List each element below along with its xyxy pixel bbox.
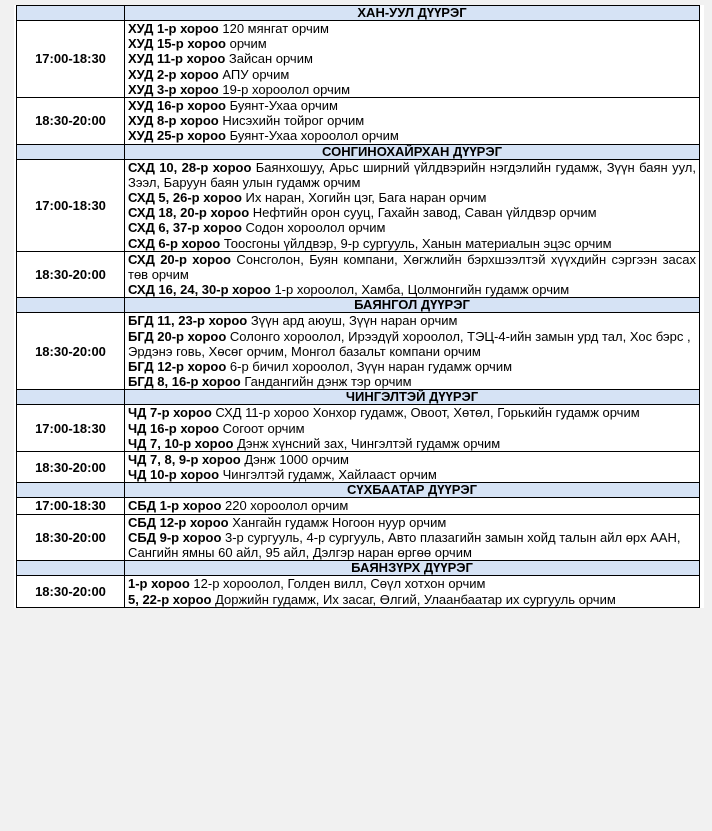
schedule-row xyxy=(17,514,700,561)
time-slot: 17:00-18:30 xyxy=(17,21,125,98)
area-list xyxy=(125,313,700,390)
area-entry xyxy=(128,282,696,297)
khoroo-label: ЧД 7-р хороо xyxy=(128,405,212,421)
district-name: БАЯНГОЛ ДҮҮРЭГ xyxy=(125,298,700,313)
khoroo-label: БГД 20-р хороо xyxy=(128,328,227,344)
district-name: БАЯНЗҮРХ ДҮҮРЭГ xyxy=(125,561,700,576)
district-header-empty-cell xyxy=(17,6,125,21)
area-entry xyxy=(128,498,696,513)
schedule-row xyxy=(17,452,700,483)
district-header-empty-cell xyxy=(17,298,125,313)
time-slot: 18:30-20:00 xyxy=(17,576,125,607)
area-list xyxy=(125,576,700,607)
location-description: Нефтийн орон сууц, Гахайн завод, Саван үйлдвэр орчим xyxy=(249,205,597,221)
area-entry xyxy=(128,313,696,328)
district-header-empty-cell xyxy=(17,561,125,576)
district-header-row xyxy=(17,298,700,313)
location-description: 120 мянгат орчим xyxy=(218,21,329,36)
schedule-row xyxy=(17,251,700,298)
area-list xyxy=(125,98,700,145)
khoroo-label: СХД 10, 28-р хороо xyxy=(128,159,252,175)
area-list xyxy=(125,452,700,483)
location-description: Зайсан орчим xyxy=(225,51,313,67)
area-entry xyxy=(128,82,696,97)
khoroo-label: СХД 5, 26-р хороо xyxy=(128,190,242,206)
schedule-table xyxy=(16,5,700,608)
khoroo-label: СХД 16, 24, 30-р хороо xyxy=(128,282,271,298)
khoroo-label: СБД 1-р хороо xyxy=(128,498,222,514)
khoroo-label: СХД 18, 20-р хороо xyxy=(128,205,250,221)
district-name: СОНГИНОХАЙРХАН ДҮҮРЭГ xyxy=(125,144,700,159)
khoroo-label: ХУД 8-р хороо xyxy=(128,113,219,129)
khoroo-label: СБД 9-р хороо xyxy=(128,529,222,545)
district-name: ЧИНГЭЛТЭЙ ДҮҮРЭГ xyxy=(125,390,700,405)
khoroo-label: 5, 22-р хороо xyxy=(128,591,212,607)
schedule-row xyxy=(17,313,700,390)
location-description: Чингэлтэй гудамж, Хайлааст орчим xyxy=(219,467,437,483)
location-description: Баянхошуу, Арьс ширний үйлдвэрийн нэгдэлийн гудамж, Зүүн баян уул, Зээл, Баруун баян улын гудамж орчим xyxy=(128,159,696,190)
time-slot: 18:30-20:00 xyxy=(17,251,125,298)
khoroo-label: ХУД 16-р хороо xyxy=(128,98,226,114)
location-description: 12-р хороолол, Голден вилл, Сөүл хотхон орчим xyxy=(189,576,486,592)
area-list xyxy=(125,159,700,251)
khoroo-label: ЧД 10-р хороо xyxy=(128,467,220,483)
location-description: 19-р хороолол орчим xyxy=(218,81,351,97)
khoroo-label: СБД 12-р хороо xyxy=(128,514,229,530)
schedule-row xyxy=(17,159,700,251)
area-entry xyxy=(128,592,696,607)
khoroo-label: ЧД 7, 8, 9-р хороо xyxy=(128,452,241,468)
location-description: Буянт-Ухаа хороолол орчим xyxy=(225,128,399,144)
schedule-row xyxy=(17,405,700,452)
area-entry xyxy=(128,220,696,235)
time-slot: 17:00-18:30 xyxy=(17,405,125,452)
area-list xyxy=(125,514,700,561)
schedule-body xyxy=(17,6,700,608)
area-entry xyxy=(128,467,696,482)
area-entry xyxy=(128,160,696,190)
schedule-row xyxy=(17,21,700,98)
area-list xyxy=(125,251,700,298)
area-entry xyxy=(128,436,696,451)
location-description: СХД 11-р хороо Хонхор гудамж, Овоот, Хөтөл, Горькийн гудамж орчим xyxy=(211,405,640,421)
location-description: Зүүн ард аюуш, Зүүн наран орчим xyxy=(247,313,458,329)
area-entry xyxy=(128,21,696,36)
schedule-row xyxy=(17,498,700,514)
time-slot: 18:30-20:00 xyxy=(17,514,125,561)
district-name: ХАН-УУЛ ДҮҮРЭГ xyxy=(125,6,700,21)
district-header-row xyxy=(17,144,700,159)
area-entry xyxy=(128,515,696,530)
area-entry xyxy=(128,98,696,113)
location-description: Солонго хороолол, Ирээдүй хороолол, ТЭЦ-4-ийн замын урд тал, Хос бэрс , Эрдэнэ говь, Хөсөг орчим, Монгол базальт компани орчим xyxy=(128,328,691,359)
time-slot: 18:30-20:00 xyxy=(17,98,125,145)
khoroo-label: ХУД 11-р хороо xyxy=(128,51,226,67)
area-entry xyxy=(128,190,696,205)
area-entry xyxy=(128,329,696,359)
district-header-empty-cell xyxy=(17,144,125,159)
location-description: 6-р бичил хороолол, Зүүн наран гудамж орчим xyxy=(226,359,513,375)
khoroo-label: ХУД 1-р хороо xyxy=(128,21,219,36)
khoroo-label: БГД 8, 16-р хороо xyxy=(128,374,241,390)
area-entry xyxy=(128,359,696,374)
district-name: СҮХБААТАР ДҮҮРЭГ xyxy=(125,483,700,498)
district-header-empty-cell xyxy=(17,483,125,498)
khoroo-label: СХД 6-р хороо xyxy=(128,235,221,251)
area-entry xyxy=(128,452,696,467)
area-entry xyxy=(128,36,696,51)
area-entry xyxy=(128,421,696,436)
area-entry xyxy=(128,576,696,591)
area-list xyxy=(125,21,700,98)
location-description: Дэнж хүнсний зах, Чингэлтэй гудамж орчим xyxy=(233,435,501,451)
district-header-empty-cell xyxy=(17,390,125,405)
khoroo-label: ХУД 25-р хороо xyxy=(128,128,226,144)
khoroo-label: СХД 6, 37-р хороо xyxy=(128,220,242,236)
khoroo-label: БГД 12-р хороо xyxy=(128,359,227,375)
khoroo-label: ХУД 15-р хороо xyxy=(128,36,226,52)
district-header-row xyxy=(17,561,700,576)
area-entry xyxy=(128,405,696,420)
area-entry xyxy=(128,128,696,143)
area-entry xyxy=(128,67,696,82)
time-slot: 17:00-18:30 xyxy=(17,498,125,514)
khoroo-label: ЧД 7, 10-р хороо xyxy=(128,435,234,451)
area-list xyxy=(125,405,700,452)
location-description: 3-р сургууль, 4-р сургууль, Авто плазагийн замын хойд талын айл өрх ААН, Сангийн ямны 60 айл, 95 айл, Дэлгэр наран өргөө орчим xyxy=(128,529,681,561)
location-description: Их наран, Хогийн цэг, Бага наран орчим xyxy=(241,190,487,206)
district-header-row xyxy=(17,483,700,498)
time-slot: 18:30-20:00 xyxy=(17,452,125,483)
document-page xyxy=(14,5,704,608)
location-description: Доржийн гудамж, Их засаг, Өлгий, Улаанбаатар их сургууль орчим xyxy=(211,591,616,607)
district-header-row xyxy=(17,390,700,405)
khoroo-label: ХУД 3-р хороо xyxy=(128,81,219,97)
location-description: орчим xyxy=(225,36,267,52)
location-description: Тоосгоны үйлдвэр, 9-р сургууль, Ханын материалын эцэс орчим xyxy=(220,235,612,251)
khoroo-label: БГД 11, 23-р хороо xyxy=(128,313,248,329)
area-entry xyxy=(128,51,696,66)
location-description: 1-р хороолол, Хамба, Цолмонгийн гудамж орчим xyxy=(270,282,570,298)
time-slot: 17:00-18:30 xyxy=(17,159,125,251)
area-list xyxy=(125,498,700,514)
location-description: Нисэхийн тойрог орчим xyxy=(218,113,365,129)
area-entry xyxy=(128,113,696,128)
location-description: 220 хороолол орчим xyxy=(221,498,349,514)
location-description: Хангайн гудамж Ногоон нуур орчим xyxy=(228,514,447,530)
location-description: Дэнж 1000 орчим xyxy=(240,452,349,468)
area-entry xyxy=(128,374,696,389)
khoroo-label: ЧД 16-р хороо xyxy=(128,420,220,436)
district-header-row xyxy=(17,6,700,21)
schedule-row xyxy=(17,576,700,607)
location-description: Буянт-Ухаа орчим xyxy=(225,98,338,114)
area-entry xyxy=(128,205,696,220)
area-entry xyxy=(128,530,696,560)
area-entry xyxy=(128,236,696,251)
area-entry xyxy=(128,252,696,282)
location-description: Содон хороолол орчим xyxy=(241,220,386,236)
khoroo-label: СХД 20-р хороо xyxy=(128,251,231,267)
location-description: Гандангийн дэнж тэр орчим xyxy=(240,374,412,390)
schedule-row xyxy=(17,98,700,145)
location-description: Сонсголон, Буян компани, Хөгжлийн бэрхшээлтэй хүүхдийн сэргээн засах төв орчим xyxy=(128,251,696,283)
location-description: Согоот орчим xyxy=(219,420,305,436)
time-slot: 18:30-20:00 xyxy=(17,313,125,390)
location-description: АПУ орчим xyxy=(218,66,290,82)
khoroo-label: ХУД 2-р хороо xyxy=(128,66,219,82)
khoroo-label: 1-р хороо xyxy=(128,576,190,592)
